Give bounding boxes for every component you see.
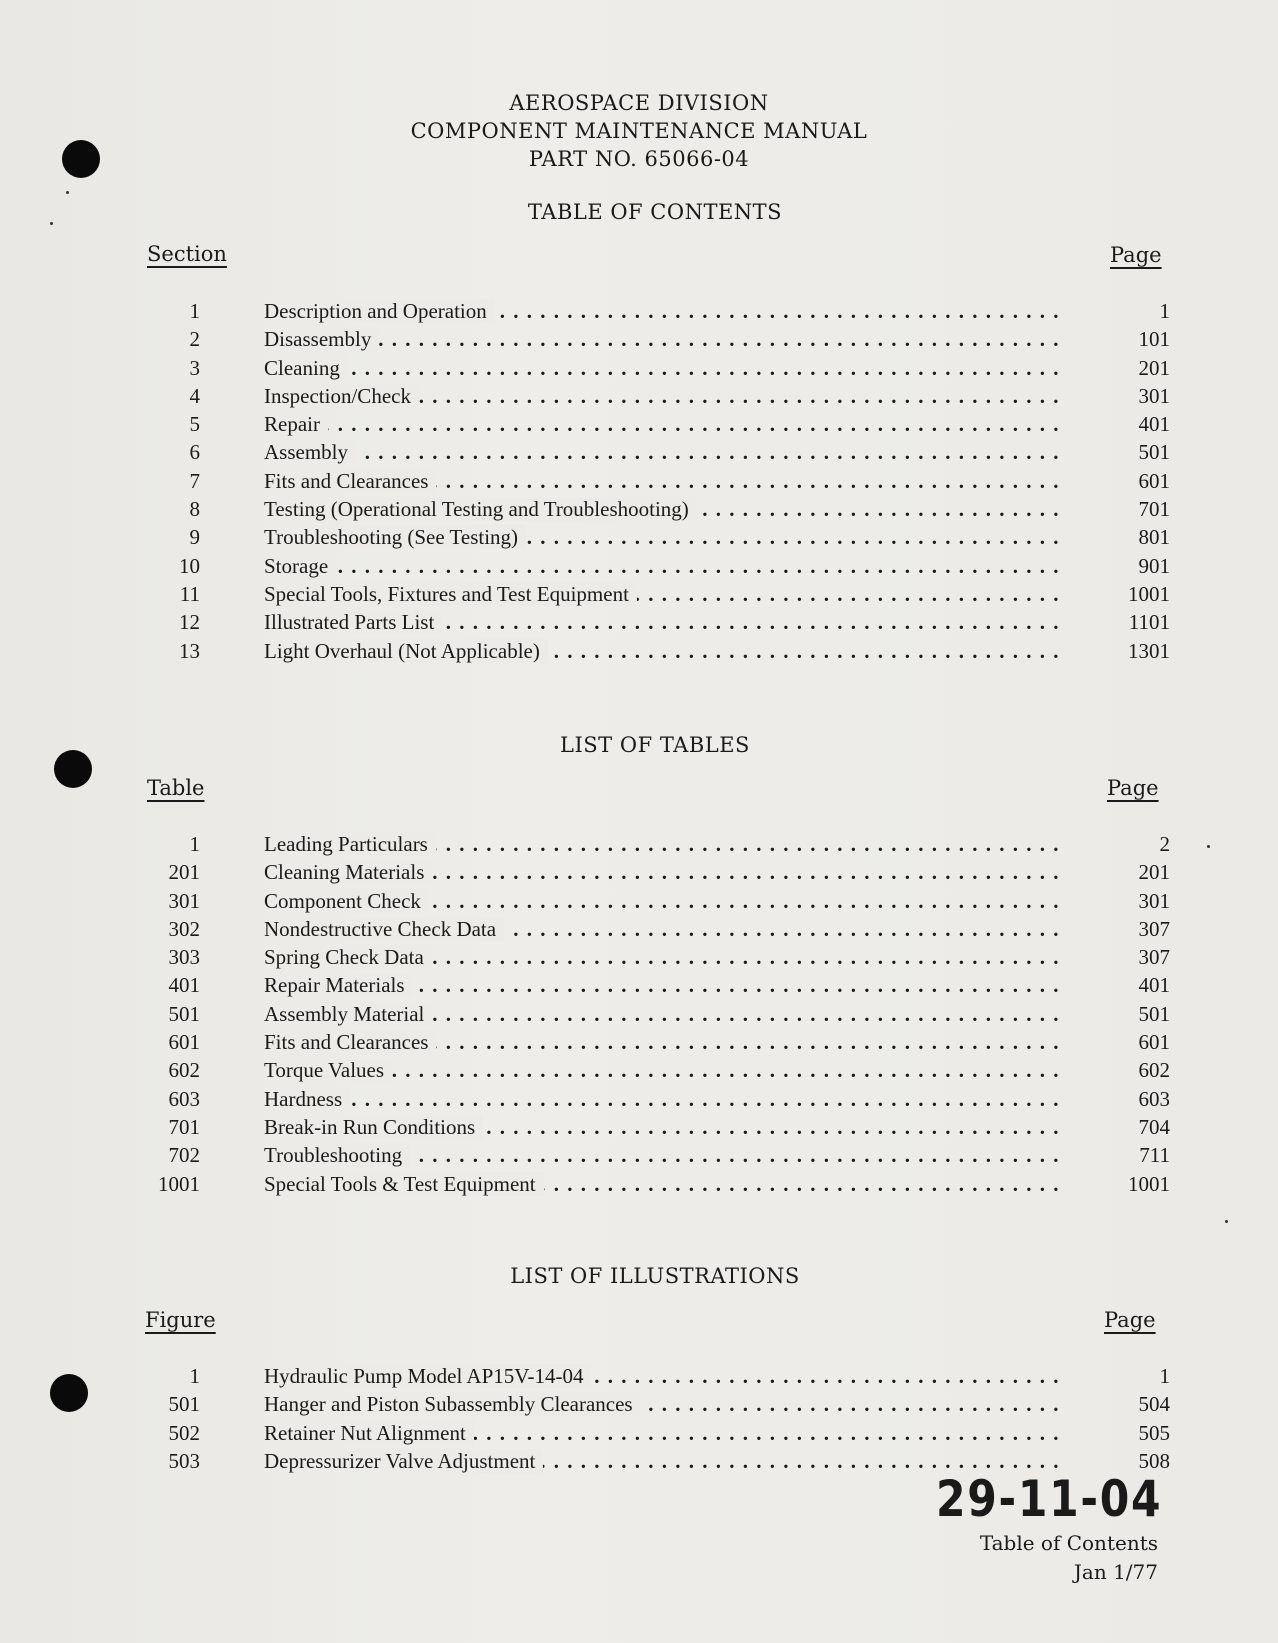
table-row[interactable]: 701 Break-in Run Conditions . . . 704 xyxy=(140,1113,1170,1141)
table-column-header: Table xyxy=(147,776,205,800)
part-number: PART NO. 65066-04 xyxy=(528,147,750,171)
table-row[interactable]: 1 Leading Particulars . . . 2 xyxy=(140,830,1170,858)
figure-row[interactable]: 503 Depressurizer Valve Adjustment . . . 508 xyxy=(140,1447,1170,1475)
binder-hole-bottom xyxy=(50,1374,88,1412)
figure-row[interactable]: 501 Hanger and Piston Subassembly Clearances . . . 504 xyxy=(140,1390,1170,1418)
illustrations-list xyxy=(140,1362,1170,1475)
table-row[interactable]: 201 Cleaning Materials . . . 201 xyxy=(140,858,1170,886)
contents-row[interactable]: 11 Special Tools, Fixtures and Test Equipment . . . 1001 xyxy=(140,580,1170,608)
table-row[interactable]: 303 Spring Check Data . . . 307 xyxy=(140,943,1170,971)
contents-row[interactable]: 1 Description and Operation . . . 1 xyxy=(140,297,1170,325)
section-column-header: Section xyxy=(147,242,227,266)
table-row[interactable]: 601 Fits and Clearances . . . 601 xyxy=(140,1028,1170,1056)
contents-row[interactable]: 12 Illustrated Parts List . . . 1101 xyxy=(140,608,1170,636)
table-row[interactable]: 501 Assembly Material . . . 501 xyxy=(140,1000,1170,1028)
table-row[interactable]: 702 Troubleshooting . . . 711 xyxy=(140,1141,1170,1169)
division-name: AEROSPACE DIVISION xyxy=(509,91,769,115)
list-of-illustrations-title: LIST OF ILLUSTRATIONS xyxy=(510,1264,800,1288)
chapter-number: 29-11-04 xyxy=(935,1470,1162,1528)
contents-row[interactable]: 6 Assembly . . . 501 xyxy=(140,438,1170,466)
contents-row[interactable]: 9 Troubleshooting (See Testing) . . . 801 xyxy=(140,523,1170,551)
manual-title: COMPONENT MAINTENANCE MANUAL xyxy=(410,119,868,143)
tables-list xyxy=(140,830,1170,1198)
contents-row[interactable]: 2 Disassembly . . . 101 xyxy=(140,325,1170,353)
table-row[interactable]: 401 Repair Materials . . . 401 xyxy=(140,971,1170,999)
table-row[interactable]: 602 Torque Values . . . 602 xyxy=(140,1056,1170,1084)
contents-row[interactable]: 7 Fits and Clearances . . . 601 xyxy=(140,467,1170,495)
figure-column-header: Figure xyxy=(145,1308,216,1332)
footer-label: Table of Contents xyxy=(979,1531,1158,1555)
contents-row[interactable]: 13 Light Overhaul (Not Applicable) . . . 1301 xyxy=(140,637,1170,665)
table-row[interactable]: 603 Hardness . . . 603 xyxy=(140,1085,1170,1113)
list-of-tables-title: LIST OF TABLES xyxy=(560,733,750,757)
table-row[interactable]: 1001 Special Tools & Test Equipment . . . 1001 xyxy=(140,1170,1170,1198)
contents-row[interactable]: 10 Storage . . . 901 xyxy=(140,552,1170,580)
figure-row[interactable]: 502 Retainer Nut Alignment . . . 505 xyxy=(140,1419,1170,1447)
contents-row[interactable]: 5 Repair . . . 401 xyxy=(140,410,1170,438)
table-row[interactable]: 301 Component Check . . . 301 xyxy=(140,887,1170,915)
contents-row[interactable]: 3 Cleaning . . . 201 xyxy=(140,354,1170,382)
page-column-header: Page xyxy=(1107,776,1159,800)
table-row[interactable]: 302 Nondestructive Check Data . . . 307 xyxy=(140,915,1170,943)
contents-row[interactable]: 4 Inspection/Check . . . 301 xyxy=(140,382,1170,410)
contents-list xyxy=(140,297,1170,665)
document-header xyxy=(0,89,1278,173)
contents-row[interactable]: 8 Testing (Operational Testing and Troubleshooting) . . . 701 xyxy=(140,495,1170,523)
footer-date: Jan 1/77 xyxy=(1073,1560,1158,1584)
table-of-contents-title: TABLE OF CONTENTS xyxy=(527,200,783,224)
page-column-header: Page xyxy=(1110,243,1162,267)
page-column-header: Page xyxy=(1104,1308,1156,1332)
figure-row[interactable]: 1 Hydraulic Pump Model AP15V-14-04 . . . 1 xyxy=(140,1362,1170,1390)
